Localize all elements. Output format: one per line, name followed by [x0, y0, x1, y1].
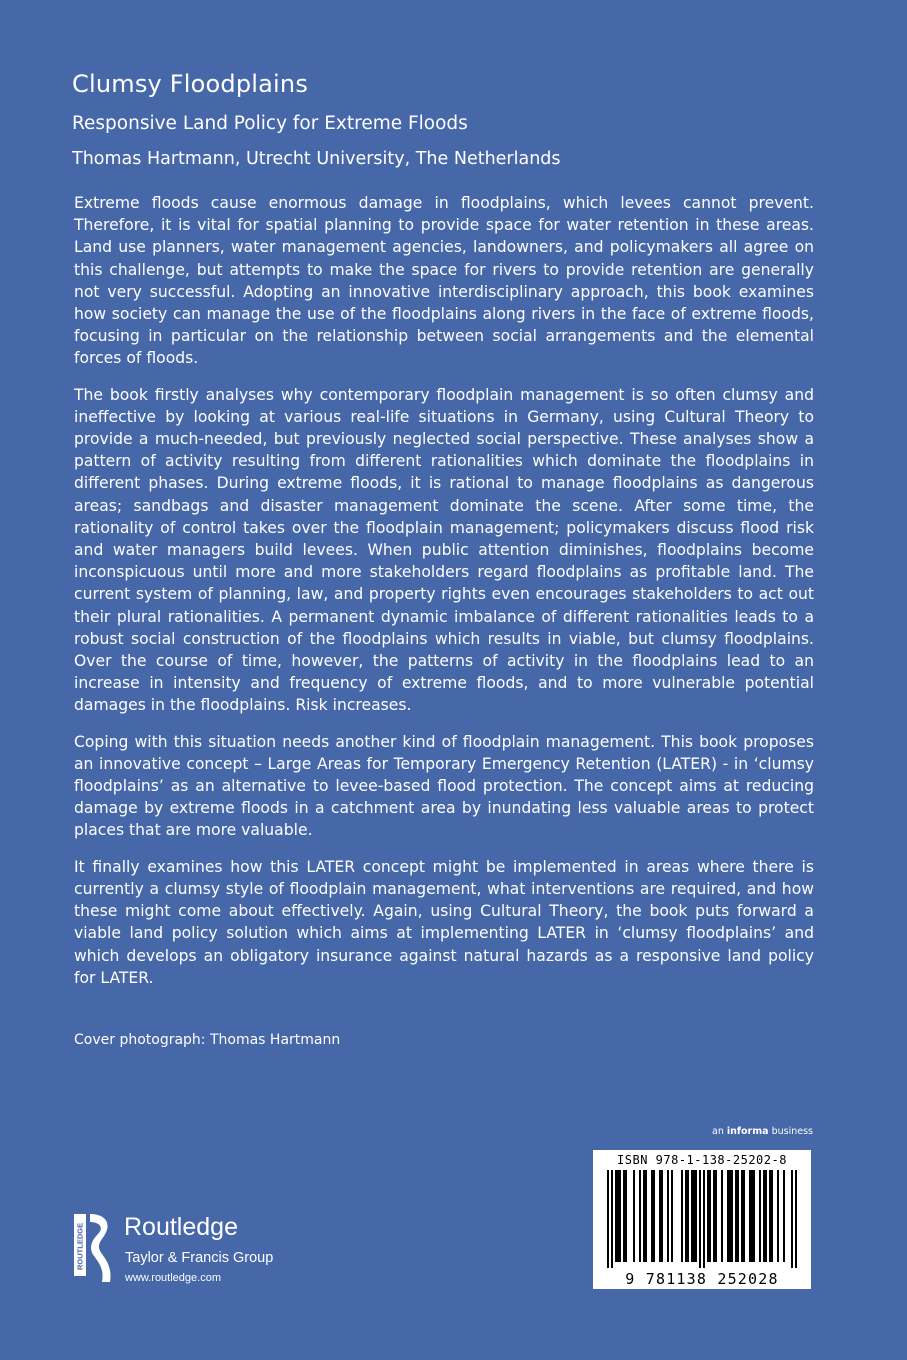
barcode-bar — [611, 1170, 613, 1268]
cover-credit: Cover photograph: Thomas Hartmann — [74, 1032, 341, 1048]
informa-suffix: business — [768, 1126, 813, 1137]
barcode-bar — [729, 1170, 731, 1262]
barcode-bar — [643, 1170, 645, 1262]
barcode-bar — [753, 1170, 755, 1262]
barcode-bar — [691, 1170, 693, 1262]
barcode-bar — [607, 1170, 609, 1268]
barcode-bar — [703, 1170, 705, 1268]
informa-tagline — [712, 1126, 813, 1137]
description-paragraph: It finally examines how this LATER concept might be implemented in areas where there is currently a clumsy style of floodplain management, what interventions are required, and how these might come about effectively. Again, using Cultural Theory, the book puts forward a viable land policy solution which aims at implementing LATER in ‘clumsy floodplains’ and which develops an obligatory insurance against natural hazards as a responsive land policy for LATER. — [74, 857, 814, 987]
barcode-bar — [623, 1170, 625, 1262]
barcode-bar — [765, 1170, 767, 1262]
barcode-bar — [633, 1170, 635, 1262]
barcode-bar — [651, 1170, 653, 1262]
barcode-bar — [639, 1170, 641, 1262]
publisher-name: Routledge — [124, 1213, 238, 1241]
barcode-bar — [795, 1170, 797, 1268]
informa-brand: informa — [726, 1126, 769, 1137]
barcode-bars — [605, 1170, 799, 1268]
barcode-bar — [713, 1170, 715, 1262]
barcode-bar — [771, 1170, 773, 1262]
barcode-bar — [777, 1170, 779, 1262]
publisher-url: www.routledge.com — [125, 1272, 221, 1284]
barcode-bar — [667, 1170, 669, 1262]
book-author: Thomas Hartmann, Utrecht University, The Netherlands — [72, 149, 561, 169]
book-description — [74, 192, 814, 1003]
logo-vertical-text: ROUTLEDGE — [75, 1222, 85, 1270]
barcode-bar — [617, 1170, 619, 1262]
barcode-bar — [751, 1170, 753, 1262]
description-paragraph: Coping with this situation needs another kind of floodplain management. This book proposes an innovative concept – Large Areas for Temporary Emergency Retention (LATER) - in ‘clumsy floodplains’ as an alternative to levee-based flood protection. The concept aims at reducing damage by extreme floods in a catchment area by inundating less valuable areas to protect places that are more valuable. — [74, 732, 814, 840]
barcode-bar — [625, 1170, 627, 1262]
barcode-bar — [731, 1170, 733, 1262]
barcode-bar — [671, 1170, 673, 1262]
barcode-bar — [661, 1170, 663, 1262]
informa-prefix: an — [712, 1126, 727, 1137]
barcode-bar — [659, 1170, 661, 1262]
barcode-bar — [741, 1170, 743, 1262]
barcode-bar — [721, 1170, 723, 1262]
barcode-bar — [693, 1170, 695, 1262]
barcode-bar — [685, 1170, 687, 1262]
isbn-barcode — [593, 1150, 811, 1289]
barcode-bar — [727, 1170, 729, 1262]
book-subtitle: Responsive Land Policy for Extreme Floods — [72, 113, 468, 134]
routledge-logo-icon — [72, 1208, 116, 1288]
barcode-bar — [619, 1170, 621, 1262]
description-paragraph: The book firstly analyses why contemporary floodplain management is so often clumsy and ineffective by looking at various real-life situations in Germany, using Cultural Theory to provide a much-needed, but previously neglected social perspective. These analyses show a pattern of activity resulting from different rationalities which dominate the floodplains in different phases. During extreme floods, it is rational to manage floodplains as dangerous areas; sandbags and disaster management dominate the scene. After some time, the rationality of control takes over the floodplain management; policymakers discuss flood risk and water managers build levees. When public attention diminishes, floodplains become inconspicuous until more and more stakeholders regard floodplains as profitable land. The current system of planning, law, and property rights even encourages stakeholders to act out their plural rationalities. A permanent dynamic imbalance of different rationalities leads to a robust social construction of the floodplains which results in viable, but clumsy floodplains. Over the course of time, however, the patterns of activity in the floodplains lead to an increase in intensity and frequency of extreme floods, and to more vulnerable potential damages in the floodplains. Risk increases. — [74, 385, 814, 715]
barcode-bar — [715, 1170, 717, 1262]
barcode-bar — [709, 1170, 711, 1262]
barcode-bar — [737, 1170, 739, 1262]
barcode-bar — [769, 1170, 771, 1262]
barcode-bar — [791, 1170, 793, 1268]
barcode-bar — [707, 1170, 709, 1262]
barcode-bar — [699, 1170, 701, 1268]
barcode-bar — [759, 1170, 761, 1262]
isbn-label: ISBN 978-1-138-25202-8 — [617, 1153, 787, 1167]
barcode-bar — [645, 1170, 647, 1262]
barcode-bar — [695, 1170, 697, 1262]
barcode-bar — [783, 1170, 785, 1262]
barcode-bar — [763, 1170, 765, 1262]
barcode-bar — [615, 1170, 617, 1262]
barcode-bar — [653, 1170, 655, 1262]
book-title: Clumsy Floodplains — [72, 70, 309, 98]
description-paragraph: Extreme floods cause enormous damage in floodplains, which levees cannot prevent. Therefore, it is vital for spatial planning to provide space for water retention in these areas. Land use planners, water management agencies, landowners, and policymakers all agree on this challenge, but attempts to make the space for rivers to provide retention are generally not very successful. Adopting an innovative interdisciplinary approach, this book examines how society can manage the use of the floodplains along rivers in the face of extreme floods, focusing in particular on the relationship between social arrangements and the elemental forces of floods. — [74, 194, 814, 368]
barcode-bar — [749, 1170, 751, 1262]
barcode-bar — [681, 1170, 683, 1262]
barcode-digits: 9 781138 252028 — [625, 1270, 779, 1288]
barcode-bar — [687, 1170, 689, 1262]
publisher-group: Taylor & Francis Group — [125, 1250, 274, 1266]
barcode-bar — [735, 1170, 737, 1262]
barcode-bar — [743, 1170, 745, 1262]
